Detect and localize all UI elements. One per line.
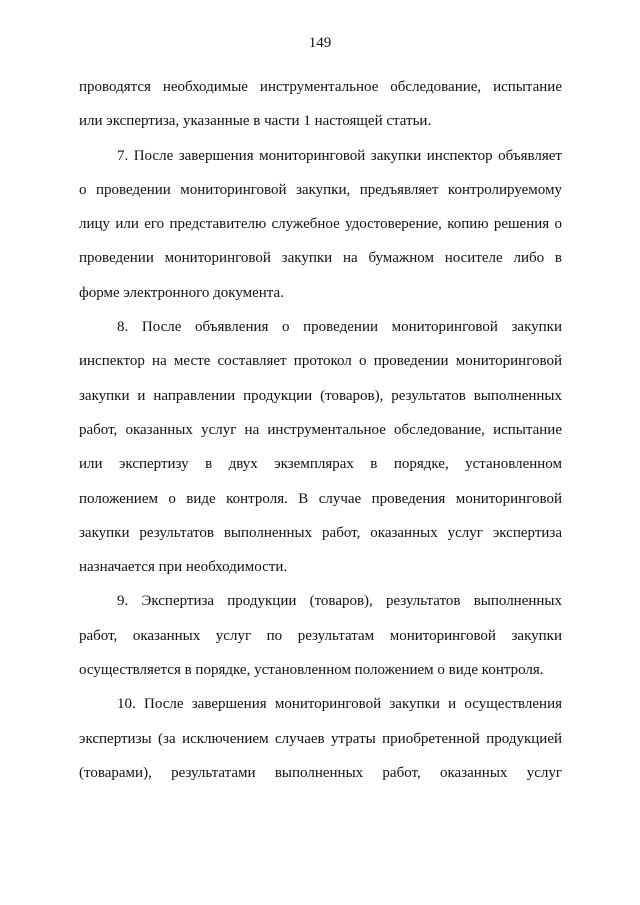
text-line: проводятся необходимые инструментальное обследование, испытание — [79, 79, 562, 95]
text-line: положением о виде контроля. В случае проведения мониторинговой — [79, 490, 562, 507]
text-line: экспертизы (за исключением случаев утраты приобретенной продукцией — [79, 730, 562, 747]
page-number: 149 — [308, 35, 332, 51]
paragraph-10-start: 10. После завершения мониторинговой закупки и осуществления — [117, 696, 562, 713]
text-line: лицу или его представителю служебное удостоверение, копию решения о — [79, 216, 562, 233]
text-line: назначается при необходимости. — [79, 559, 288, 576]
text-line: или экспертизу в двух экземплярах в порядке, установленном — [79, 456, 562, 473]
paragraph-9-start: 9. Экспертиза продукции (товаров), результатов выполненных — [117, 593, 562, 610]
text-line: (товарами), результатами выполненных работ, оказанных услуг — [79, 764, 562, 781]
text-line: осуществляется в порядке, установленном положением о виде контроля. — [79, 662, 544, 679]
text-line: инспектор на месте составляет протокол о проведении мониторинговой — [79, 353, 562, 370]
paragraph-8-start: 8. После объявления о проведении мониторинговой закупки — [117, 319, 562, 336]
text-line: или экспертиза, указанные в части 1 настоящей статьи. — [79, 113, 432, 130]
text-line: закупки результатов выполненных работ, оказанных услуг экспертиза — [79, 524, 562, 541]
document-body — [79, 70, 562, 790]
text-line: закупки и направлении продукции (товаров), результатов выполненных — [79, 387, 562, 404]
text-line: о проведении мониторинговой закупки, предъявляет контролируемому — [79, 181, 562, 198]
text-line: проведении мониторинговой закупки на бумажном носителе либо в — [79, 250, 562, 267]
text-line: работ, оказанных услуг на инструментальное обследование, испытание — [79, 421, 562, 438]
paragraph-7-start: 7. После завершения мониторинговой закупки инспектор объявляет — [117, 147, 562, 164]
text-line: работ, оказанных услуг по результатам мониторинговой закупки — [79, 627, 562, 644]
text-line: форме электронного документа. — [79, 284, 284, 301]
